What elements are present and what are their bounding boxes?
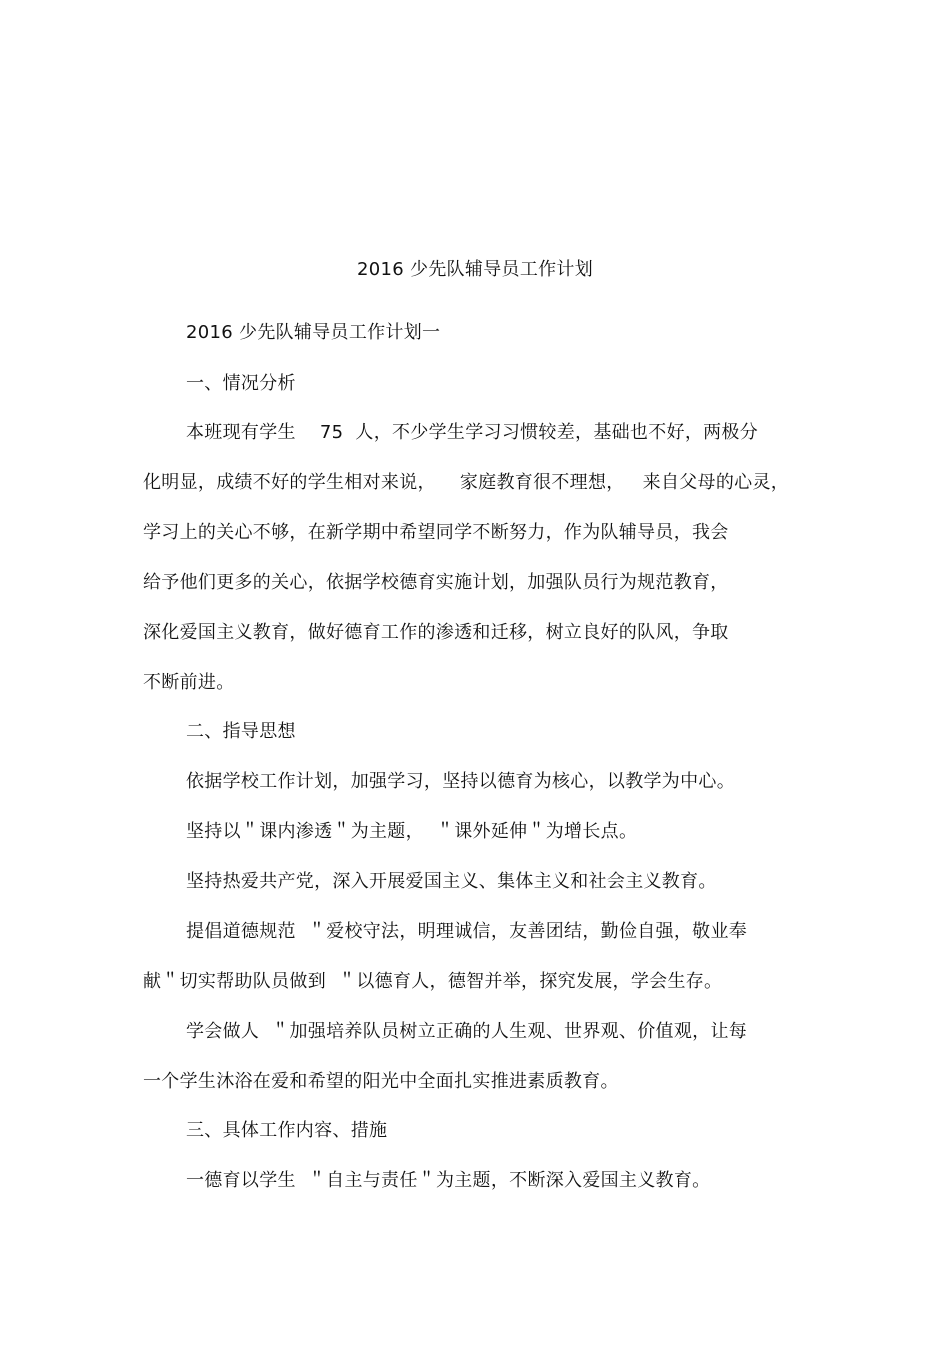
paragraph-line: 提倡道德规范 ＂爱校守法，明理诚信，友善团结，勤俭自强，敬业奉 — [186, 921, 748, 942]
paragraph-line: 学会做人 ＂加强培养队员树立正确的人生观、世界观、价值观，让每 — [186, 1021, 748, 1042]
paragraph-line: 深化爱国主义教育，做好德育工作的渗透和迁移，树立良好的队风，争取 — [143, 622, 729, 643]
paragraph-line: 本班现有学生 75 人，不少学生学习习惯较差，基础也不好，两极分 — [186, 422, 759, 443]
paragraph-line: 依据学校工作计划，加强学习，坚持以德育为核心，以教学为中心。 — [186, 771, 735, 792]
paragraph-line: 化明显，成绩不好的学生相对来说， 家庭教育很不理想， 来自父母的心灵， — [143, 472, 790, 493]
paragraph-line: 不断前进。 — [143, 672, 235, 693]
subtitle-line: 2016 少先队辅导员工作计划一 — [186, 322, 441, 343]
section-heading-3: 三、具体工作内容、措施 — [186, 1120, 388, 1141]
paragraph-line: 坚持热爱共产党，深入开展爱国主义、集体主义和社会主义教育。 — [186, 871, 717, 892]
paragraph-line: 一个学生沐浴在爱和希望的阳光中全面扎实推进素质教育。 — [143, 1071, 619, 1092]
paragraph-line: 学习上的关心不够，在新学期中希望同学不断努力，作为队辅导员，我会 — [143, 522, 729, 543]
section-heading-2: 二、指导思想 — [186, 721, 296, 742]
paragraph-line: 一德育以学生 ＂自主与责任＂为主题，不断深入爱国主义教育。 — [186, 1170, 711, 1191]
document-title: 2016 少先队辅导员工作计划 — [356, 259, 594, 280]
paragraph-line: 给予他们更多的关心，依据学校德育实施计划，加强队员行为规范教育， — [143, 572, 729, 593]
paragraph-line: 献＂切实帮助队员做到 ＂以德育人，德智并举，探究发展，学会生存。 — [143, 971, 723, 992]
paragraph-line: 坚持以＂课内渗透＂为主题， ＂课外延伸＂为增长点。 — [186, 821, 638, 842]
section-heading-1: 一、情况分析 — [186, 373, 296, 394]
